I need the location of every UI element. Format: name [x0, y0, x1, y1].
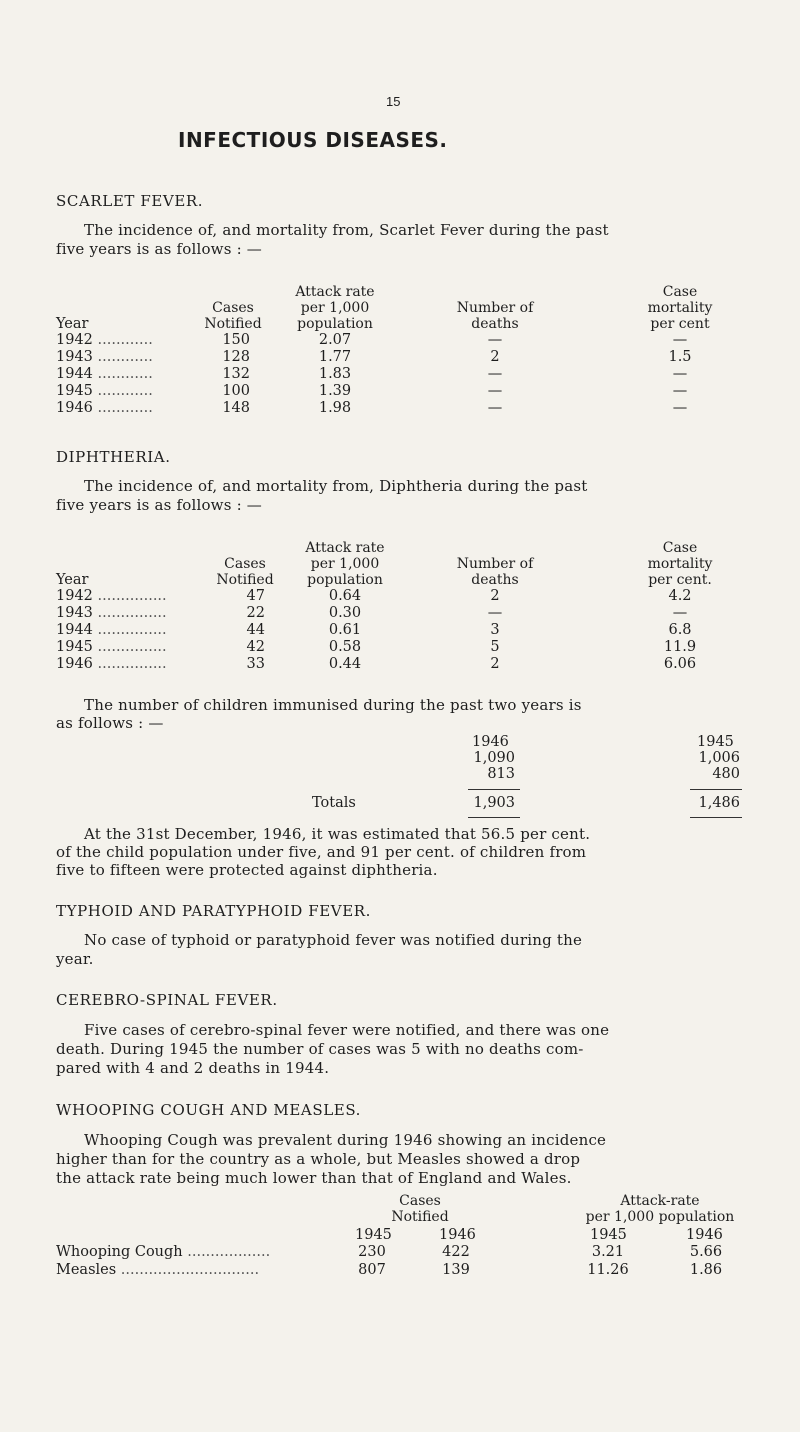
scarlet-intro-line1: The incidence of, and mortality from, Scarlet Fever during the past — [84, 221, 609, 239]
table-cell: 44 — [246, 622, 265, 638]
column-header: 1945 — [697, 734, 734, 750]
table-row: 1946 ............... — [56, 656, 167, 672]
table-row: 1942 ............ — [56, 332, 153, 348]
table-cell: 100 — [222, 383, 250, 399]
column-header: 1946 — [439, 1227, 476, 1243]
scarlet-intro-line2: five years is as follows : — — [56, 240, 263, 258]
table-cell: 2 — [490, 656, 500, 672]
table-cell: 6.8 — [668, 622, 692, 638]
scarlet-col-cases: Cases Notified — [204, 300, 262, 332]
table-cell: 1,090 — [473, 750, 515, 766]
table-cell: 150 — [222, 332, 250, 348]
table-cell: 33 — [246, 656, 265, 672]
immunised-intro-line2: as follows : — — [56, 714, 164, 732]
diphtheria-intro-line1: The incidence of, and mortality from, Diphtheria during the past — [84, 477, 588, 495]
diphtheria-intro-line2: five years is as follows : — — [56, 496, 263, 514]
totals-value: 1,903 — [473, 795, 515, 811]
scarlet-col-year: Year — [56, 316, 89, 332]
table-cell: 1.39 — [318, 383, 352, 399]
table-cell: 3 — [490, 622, 500, 638]
table-cell: 0.61 — [328, 622, 362, 638]
table-cell: — — [487, 332, 503, 348]
table-cell: 230 — [358, 1244, 386, 1260]
table-cell: 0.58 — [328, 639, 362, 655]
table-cell: 5.66 — [689, 1244, 723, 1260]
sum-rule — [690, 789, 742, 790]
table-cell: 807 — [358, 1262, 386, 1278]
table-cell: 0.44 — [328, 656, 362, 672]
column-header: 1946 — [686, 1227, 723, 1243]
table-cell: 1.5 — [668, 349, 692, 365]
table-cell: 5 — [490, 639, 500, 655]
table-cell: 2 — [490, 588, 500, 604]
table-row: 1945 ............... — [56, 639, 167, 655]
estimate-line2: of the child population under five, and 91 per cent. of children from — [56, 843, 587, 861]
table-cell: 3.21 — [591, 1244, 625, 1260]
immunised-intro-line1: The number of children immunised during the past two years is — [84, 696, 582, 714]
diphtheria-col-deaths: Number of deaths — [456, 556, 534, 588]
table-cell: — — [487, 400, 503, 416]
table-cell: 1.86 — [689, 1262, 723, 1278]
table-cell: 42 — [246, 639, 265, 655]
whooping-line3: the attack rate being much lower than that of England and Wales. — [56, 1169, 572, 1187]
table-cell: — — [487, 383, 503, 399]
scarlet-col-mortality: Case mortality per cent — [647, 284, 713, 332]
table-cell: 4.2 — [668, 588, 692, 604]
scarlet-col-attack-rate: Attack rate per 1,000 population — [295, 284, 375, 332]
whooping-measles-heading: WHOOPING COUGH AND MEASLES. — [56, 1101, 362, 1119]
table-row: 1944 ............... — [56, 622, 167, 638]
column-header: 1945 — [355, 1227, 392, 1243]
table-cell: 6.06 — [663, 656, 697, 672]
totals-value: 1,486 — [698, 795, 740, 811]
table-cell: 47 — [246, 588, 265, 604]
table-row: 1945 ............ — [56, 383, 153, 399]
table-cell: 2.07 — [318, 332, 352, 348]
table-row: 1942 ............... — [56, 588, 167, 604]
typhoid-line2: year. — [56, 950, 94, 968]
diphtheria-col-attack-rate: Attack rate per 1,000 population — [305, 540, 385, 588]
total-rule — [468, 817, 520, 818]
page-title: INFECTIOUS DISEASES. — [178, 128, 448, 152]
table-cell: 422 — [442, 1244, 470, 1260]
whooping-line1: Whooping Cough was prevalent during 1946 showing an incidence — [84, 1131, 607, 1149]
diphtheria-heading: DIPHTHERIA. — [56, 448, 171, 466]
table-row: 1944 ............ — [56, 366, 153, 382]
table-row: 1943 ............... — [56, 605, 167, 621]
table-cell: — — [672, 383, 688, 399]
cerebro-line3: pared with 4 and 2 deaths in 1944. — [56, 1059, 330, 1077]
sum-rule — [468, 789, 520, 790]
table-cell: 1.98 — [318, 400, 352, 416]
diphtheria-col-mortality: Case mortality per cent. — [647, 540, 713, 588]
table-cell: 128 — [222, 349, 250, 365]
table-cell: 148 — [222, 400, 250, 416]
table-cell: — — [672, 366, 688, 382]
diphtheria-col-cases: Cases Notified — [216, 556, 274, 588]
cerebro-line1: Five cases of cerebro-spinal fever were notified, and there was one — [84, 1021, 610, 1039]
table-cell: 1,006 — [698, 750, 740, 766]
cerebro-spinal-heading: CEREBRO-SPINAL FEVER. — [56, 991, 278, 1009]
table-cell: 1.77 — [318, 349, 352, 365]
table-cell: 0.64 — [328, 588, 362, 604]
estimate-line1: At the 31st December, 1946, it was estimated that 56.5 per cent. — [84, 825, 591, 843]
table-cell: 0.30 — [328, 605, 362, 621]
table-row: Measles .............................. — [56, 1262, 260, 1278]
table-row: 1946 ............ — [56, 400, 153, 416]
attack-rate-header: Attack-rate per 1,000 population — [585, 1193, 735, 1225]
table-cell: — — [487, 605, 503, 621]
total-rule — [690, 817, 742, 818]
totals-label: Totals — [312, 795, 356, 811]
cerebro-line2: death. During 1945 the number of cases was 5 with no deaths com- — [56, 1040, 584, 1058]
scarlet-col-deaths: Number of deaths — [456, 300, 534, 332]
table-cell: 132 — [222, 366, 250, 382]
table-cell: 480 — [712, 766, 740, 782]
column-header: 1946 — [472, 734, 509, 750]
whooping-line2: higher than for the country as a whole, but Measles showed a drop — [56, 1150, 581, 1168]
table-cell: 813 — [487, 766, 515, 782]
table-cell: 11.9 — [663, 639, 697, 655]
scarlet-fever-heading: SCARLET FEVER. — [56, 192, 204, 210]
typhoid-heading: TYPHOID AND PARATYPHOID FEVER. — [56, 902, 372, 920]
typhoid-line1: No case of typhoid or paratyphoid fever was notified during the — [84, 931, 583, 949]
table-cell: 139 — [442, 1262, 470, 1278]
table-cell: 22 — [246, 605, 265, 621]
table-cell: — — [672, 605, 688, 621]
cases-notified-header: Cases Notified — [391, 1193, 449, 1225]
diphtheria-col-year: Year — [56, 572, 89, 588]
table-cell: — — [487, 366, 503, 382]
table-row: Whooping Cough .................. — [56, 1244, 271, 1260]
page-number: 15 — [386, 94, 401, 109]
table-cell: 11.26 — [587, 1262, 629, 1278]
table-row: 1943 ............ — [56, 349, 153, 365]
estimate-line3: five to fifteen were protected against diphtheria. — [56, 861, 438, 879]
table-cell: 2 — [490, 349, 500, 365]
table-cell: — — [672, 332, 688, 348]
table-cell: 1.83 — [318, 366, 352, 382]
column-header: 1945 — [590, 1227, 627, 1243]
table-cell: — — [672, 400, 688, 416]
